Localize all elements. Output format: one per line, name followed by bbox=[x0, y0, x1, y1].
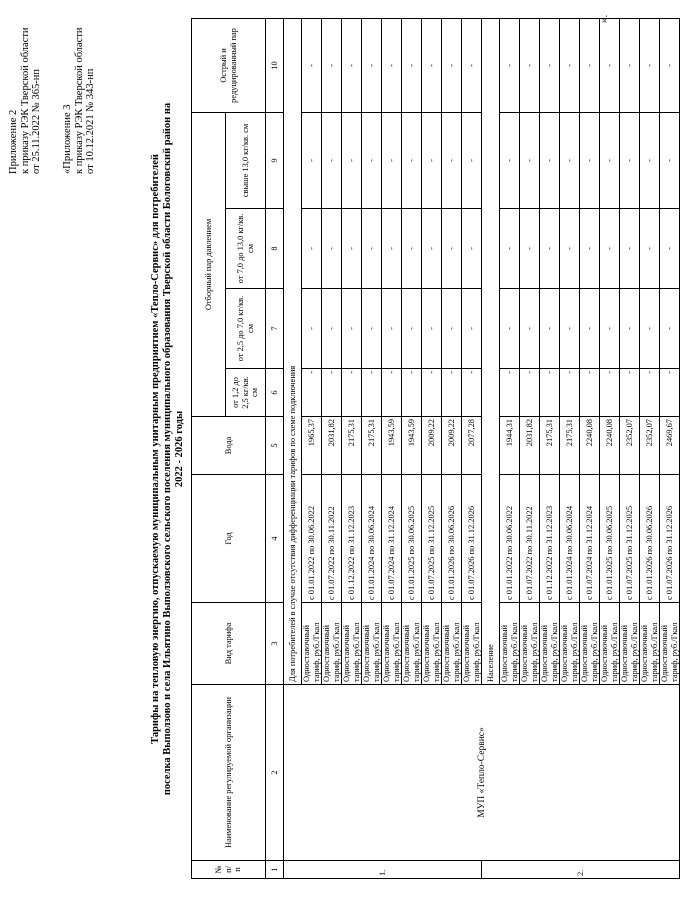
tariff-type-cell: Одноставочный тариф, руб./Гкал bbox=[620, 603, 640, 685]
steam-3-cell: - bbox=[342, 209, 362, 289]
sharp-steam-cell: - bbox=[520, 18, 540, 112]
header-sharp-steam: Острый и редуцированный пар bbox=[192, 18, 266, 112]
column-index-cell: 10 bbox=[266, 18, 284, 112]
steam-3-cell: - bbox=[600, 209, 620, 289]
header-organization: Наименование регулируемой организации bbox=[192, 685, 266, 861]
column-index-cell: 7 bbox=[266, 289, 284, 369]
steam-3-cell: - bbox=[500, 209, 520, 289]
sharp-steam-cell: - bbox=[462, 18, 482, 112]
period-cell: с 01.01.2025 по 30.06.2025 bbox=[402, 475, 422, 603]
steam-3-cell: - bbox=[560, 209, 580, 289]
steam-4-cell: - bbox=[600, 112, 620, 208]
column-index-cell: 3 bbox=[266, 603, 284, 685]
tariff-type-cell: Одноставочный тариф, руб./Гкал bbox=[520, 603, 540, 685]
steam-3-cell: - bbox=[362, 209, 382, 289]
steam-2-cell: - bbox=[362, 289, 382, 369]
section-label: Для потребителей в случае отсутствия дифференциации тарифов по схеме подключения bbox=[284, 18, 302, 684]
previous-appendix-title: «Приложение 3 bbox=[62, 104, 73, 174]
period-cell: с 01.01.2022 по 30.06.2022 bbox=[302, 475, 322, 603]
section-label: Население bbox=[482, 18, 500, 684]
steam-1-cell: - bbox=[302, 369, 322, 417]
tariff-type-cell: Одноставочный тариф, руб./Гкал bbox=[462, 603, 482, 685]
period-cell: с 01.07.2025 по 31.12.2025 bbox=[620, 475, 640, 603]
water-tariff-cell: 2031,82 bbox=[322, 417, 342, 475]
tariff-type-cell: Одноставочный тариф, руб./Гкал bbox=[560, 603, 580, 685]
organization-name: МУП «Тепло-Сервис» bbox=[284, 685, 680, 861]
steam-4-cell: - bbox=[620, 112, 640, 208]
previous-appendix-order-date: от 10.12.2021 № 343-нп bbox=[85, 68, 96, 174]
header-steam-1: от 1,2 до 2,5 кг/кв. см bbox=[226, 369, 266, 417]
steam-4-cell: - bbox=[500, 112, 520, 208]
header-steam-3: от 7,0 до 13,0 кг/кв. см bbox=[226, 209, 266, 289]
tariff-type-cell: Одноставочный тариф, руб./Гкал bbox=[302, 603, 322, 685]
steam-3-cell: - bbox=[640, 209, 660, 289]
steam-2-cell: - bbox=[402, 289, 422, 369]
steam-4-cell: - bbox=[640, 112, 660, 208]
tariff-type-cell: Одноставочный тариф, руб./Гкал bbox=[600, 603, 620, 685]
sharp-steam-cell: - bbox=[580, 18, 600, 112]
steam-2-cell: - bbox=[580, 289, 600, 369]
header-tariff-type: Вид тарифа bbox=[192, 603, 266, 685]
previous-appendix-header bbox=[62, 9, 97, 174]
steam-4-cell: - bbox=[660, 112, 680, 208]
steam-1-cell: - bbox=[660, 369, 680, 417]
column-index-cell: 6 bbox=[266, 369, 284, 417]
appendix-header bbox=[8, 9, 43, 174]
period-cell: с 01.12.2022 по 31.12.2023 bbox=[342, 475, 362, 603]
header-steam-4: свыше 13,0 кг/кв. см bbox=[226, 112, 266, 208]
steam-2-cell: - bbox=[620, 289, 640, 369]
steam-3-cell: - bbox=[322, 209, 342, 289]
header-steam-2: от 2,5 до 7,0 кг/кв. см bbox=[226, 289, 266, 369]
appendix-order-ref: к приказу РЭК Тверской области bbox=[19, 27, 31, 174]
steam-2-cell: - bbox=[322, 289, 342, 369]
steam-1-cell: - bbox=[462, 369, 482, 417]
steam-4-cell: - bbox=[302, 112, 322, 208]
steam-2-cell: - bbox=[660, 289, 680, 369]
section-row bbox=[284, 18, 302, 878]
steam-3-cell: - bbox=[462, 209, 482, 289]
title-line-2: поселка Выползово и села Ильятино Выползовского сельского поселения муниципального образования Тверской области Бологовский район на bbox=[162, 102, 173, 796]
water-tariff-cell: 1965,37 bbox=[302, 417, 322, 475]
steam-2-cell: - bbox=[560, 289, 580, 369]
steam-1-cell: - bbox=[322, 369, 342, 417]
steam-3-cell: - bbox=[540, 209, 560, 289]
period-cell: с 01.01.2024 по 30.06.2024 bbox=[560, 475, 580, 603]
column-index-cell: 5 bbox=[266, 417, 284, 475]
tariff-type-cell: Одноставочный тариф, руб./Гкал bbox=[402, 603, 422, 685]
header-num: № п/ п bbox=[192, 861, 266, 879]
steam-3-cell: - bbox=[302, 209, 322, 289]
water-tariff-cell: 2009,22 bbox=[422, 417, 442, 475]
water-tariff-cell: 2175,31 bbox=[342, 417, 362, 475]
steam-4-cell: - bbox=[560, 112, 580, 208]
sharp-steam-cell: - bbox=[660, 18, 680, 112]
sharp-steam-cell: - bbox=[402, 18, 422, 112]
document-title bbox=[150, 19, 186, 879]
appendix-title: Приложение 2 bbox=[8, 109, 19, 174]
tariff-type-cell: Одноставочный тариф, руб./Гкал bbox=[422, 603, 442, 685]
water-tariff-cell: 2240,08 bbox=[600, 417, 620, 475]
steam-3-cell: - bbox=[620, 209, 640, 289]
sharp-steam-cell: - bbox=[540, 18, 560, 112]
water-tariff-cell: 2240,08 bbox=[580, 417, 600, 475]
period-cell: с 01.07.2022 по 30.11.2022 bbox=[322, 475, 342, 603]
steam-2-cell: - bbox=[640, 289, 660, 369]
steam-2-cell: - bbox=[442, 289, 462, 369]
title-line-1: Тарифы на тепловую энергию, отпускаемую муниципальным унитарным предприятием «Тепло-Сервис» для потребителей bbox=[150, 154, 161, 744]
water-tariff-cell: 2009,22 bbox=[442, 417, 462, 475]
steam-2-cell: - bbox=[462, 289, 482, 369]
period-cell: с 01.07.2026 по 31.12.2026 bbox=[660, 475, 680, 603]
closing-quote: ». bbox=[598, 14, 610, 23]
column-index-cell: 1 bbox=[266, 861, 284, 879]
steam-1-cell: - bbox=[560, 369, 580, 417]
water-tariff-cell: 2031,82 bbox=[520, 417, 540, 475]
steam-4-cell: - bbox=[382, 112, 402, 208]
water-tariff-cell: 1944,31 bbox=[500, 417, 520, 475]
steam-1-cell: - bbox=[362, 369, 382, 417]
steam-2-cell: - bbox=[520, 289, 540, 369]
steam-4-cell: - bbox=[520, 112, 540, 208]
tariff-type-cell: Одноставочный тариф, руб./Гкал bbox=[540, 603, 560, 685]
steam-1-cell: - bbox=[500, 369, 520, 417]
steam-1-cell: - bbox=[620, 369, 640, 417]
water-tariff-cell: 2175,31 bbox=[560, 417, 580, 475]
steam-2-cell: - bbox=[500, 289, 520, 369]
steam-3-cell: - bbox=[580, 209, 600, 289]
tariff-type-cell: Одноставочный тариф, руб./Гкал bbox=[500, 603, 520, 685]
header-water: Вода bbox=[192, 417, 266, 475]
previous-appendix-order-ref: к приказу РЭК Тверской области bbox=[73, 27, 85, 174]
steam-4-cell: - bbox=[540, 112, 560, 208]
tariff-type-cell: Одноставочный тариф, руб./Гкал bbox=[580, 603, 600, 685]
appendix-order-date: от 25.11.2022 № 365-нп bbox=[31, 69, 42, 174]
period-cell: с 01.07.2024 по 31.12.2024 bbox=[382, 475, 402, 603]
steam-2-cell: - bbox=[382, 289, 402, 369]
sharp-steam-cell: - bbox=[442, 18, 462, 112]
column-index-cell: 8 bbox=[266, 209, 284, 289]
steam-2-cell: - bbox=[422, 289, 442, 369]
period-cell: с 01.01.2022 по 30.06.2022 bbox=[500, 475, 520, 603]
steam-1-cell: - bbox=[422, 369, 442, 417]
column-index-cell: 9 bbox=[266, 112, 284, 208]
tariff-type-cell: Одноставочный тариф, руб./Гкал bbox=[442, 603, 462, 685]
steam-4-cell: - bbox=[462, 112, 482, 208]
steam-3-cell: - bbox=[422, 209, 442, 289]
water-tariff-cell: 1943,59 bbox=[382, 417, 402, 475]
column-index-cell: 2 bbox=[266, 685, 284, 861]
steam-1-cell: - bbox=[600, 369, 620, 417]
sharp-steam-cell: - bbox=[422, 18, 442, 112]
steam-4-cell: - bbox=[362, 112, 382, 208]
steam-4-cell: - bbox=[580, 112, 600, 208]
period-cell: с 01.01.2026 по 30.06.2026 bbox=[640, 475, 660, 603]
water-tariff-cell: 1943,59 bbox=[402, 417, 422, 475]
steam-3-cell: - bbox=[382, 209, 402, 289]
tariff-type-cell: Одноставочный тариф, руб./Гкал bbox=[382, 603, 402, 685]
column-index-cell: 4 bbox=[266, 475, 284, 603]
steam-2-cell: - bbox=[540, 289, 560, 369]
steam-4-cell: - bbox=[402, 112, 422, 208]
sharp-steam-cell: - bbox=[322, 18, 342, 112]
steam-3-cell: - bbox=[402, 209, 422, 289]
period-cell: с 01.01.2026 по 30.06.2026 bbox=[442, 475, 462, 603]
steam-3-cell: - bbox=[442, 209, 462, 289]
tariff-type-cell: Одноставочный тариф, руб./Гкал bbox=[342, 603, 362, 685]
sharp-steam-cell: - bbox=[302, 18, 322, 112]
steam-4-cell: - bbox=[342, 112, 362, 208]
steam-1-cell: - bbox=[520, 369, 540, 417]
steam-1-cell: - bbox=[442, 369, 462, 417]
column-index-row bbox=[266, 18, 284, 878]
water-tariff-cell: 2352,07 bbox=[640, 417, 660, 475]
sharp-steam-cell: - bbox=[600, 18, 620, 112]
period-cell: с 01.07.2026 по 31.12.2026 bbox=[462, 475, 482, 603]
steam-1-cell: - bbox=[402, 369, 422, 417]
steam-2-cell: - bbox=[600, 289, 620, 369]
section-number: 1. bbox=[284, 861, 482, 879]
steam-4-cell: - bbox=[442, 112, 462, 208]
sharp-steam-cell: - bbox=[382, 18, 402, 112]
water-tariff-cell: 2352,07 bbox=[620, 417, 640, 475]
water-tariff-cell: 2175,31 bbox=[362, 417, 382, 475]
steam-1-cell: - bbox=[342, 369, 362, 417]
water-tariff-cell: 2175,31 bbox=[540, 417, 560, 475]
sharp-steam-cell: - bbox=[620, 18, 640, 112]
sharp-steam-cell: - bbox=[362, 18, 382, 112]
title-line-3: 2022 - 2026 годы bbox=[174, 410, 185, 488]
period-cell: с 01.12.2022 по 31.12.2023 bbox=[540, 475, 560, 603]
header-steam-group: Отборный пар давлением bbox=[192, 112, 226, 416]
water-tariff-cell: 2077,28 bbox=[462, 417, 482, 475]
section-number: 2. bbox=[482, 861, 680, 879]
steam-4-cell: - bbox=[422, 112, 442, 208]
header-year: Год bbox=[192, 475, 266, 603]
period-cell: с 01.01.2024 по 30.06.2024 bbox=[362, 475, 382, 603]
period-cell: с 01.07.2022 по 30.11.2022 bbox=[520, 475, 540, 603]
steam-2-cell: - bbox=[342, 289, 362, 369]
tariff-type-cell: Одноставочный тариф, руб./Гкал bbox=[640, 603, 660, 685]
steam-1-cell: - bbox=[580, 369, 600, 417]
steam-1-cell: - bbox=[640, 369, 660, 417]
sharp-steam-cell: - bbox=[500, 18, 520, 112]
tariff-table bbox=[191, 18, 680, 879]
sharp-steam-cell: - bbox=[342, 18, 362, 112]
water-tariff-cell: 2469,67 bbox=[660, 417, 680, 475]
steam-3-cell: - bbox=[660, 209, 680, 289]
steam-1-cell: - bbox=[540, 369, 560, 417]
period-cell: с 01.07.2025 по 31.12.2025 bbox=[422, 475, 442, 603]
tariff-type-cell: Одноставочный тариф, руб./Гкал bbox=[660, 603, 680, 685]
steam-3-cell: - bbox=[520, 209, 540, 289]
period-cell: с 01.01.2025 по 30.06.2025 bbox=[600, 475, 620, 603]
sharp-steam-cell: - bbox=[640, 18, 660, 112]
steam-1-cell: - bbox=[382, 369, 402, 417]
steam-2-cell: - bbox=[302, 289, 322, 369]
period-cell: с 01.07.2024 по 31.12.2024 bbox=[580, 475, 600, 603]
tariff-type-cell: Одноставочный тариф, руб./Гкал bbox=[322, 603, 342, 685]
sharp-steam-cell: - bbox=[560, 18, 580, 112]
tariff-type-cell: Одноставочный тариф, руб./Гкал bbox=[362, 603, 382, 685]
steam-4-cell: - bbox=[322, 112, 342, 208]
